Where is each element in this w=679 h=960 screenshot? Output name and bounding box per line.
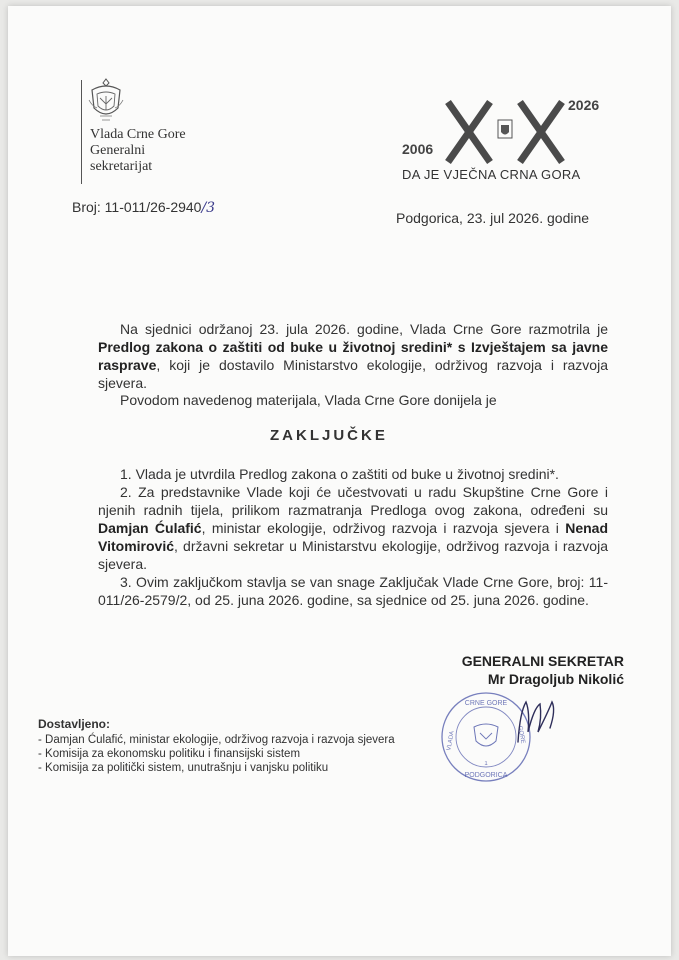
distribution-item: - Komisija za ekonomsku politiku i finansijski sistem [38, 748, 301, 760]
reference-number [72, 199, 215, 216]
intro-bold-title: Predlog zakona o zaštiti od buke u životnoj sredini* s Izvještajem sa javne rasprave [98, 339, 608, 373]
item2-text-end: , državni sekretar u Ministarstvu ekologije, održivog razvoja i razvoja sjevera. [98, 538, 608, 572]
signatory-name: Mr Dragoljub Nikolić [487, 671, 624, 687]
conclusion-item-3: 3. Ovim zaključkom stavlja se van snage Zaključak Vlade Crne Gore, broj: 11-011/26-2579/2, od 25. juna 2026. godine, sa sjednice od 25. juna 2026. godine. [98, 574, 608, 608]
conclusions-list [98, 465, 608, 609]
organization-name [90, 127, 186, 175]
jubilee-motto: DA JE VJEČNA CRNA GORA [402, 167, 581, 182]
distribution-list [38, 717, 395, 775]
stamp-number: 1 [484, 761, 488, 767]
intro-text: Na sjednici održanoj 23. jula 2026. godine, Vlada Crne Gore razmotrila je [120, 321, 608, 337]
jubilee-year-end: 2026 [568, 97, 600, 113]
reference-handwritten: /3 [201, 200, 216, 216]
document-page [8, 6, 671, 956]
distribution-label: Dostavljeno: [38, 717, 111, 731]
org-line-2: Generalni [90, 143, 146, 158]
item2-name-2: Nenad Vitomirović [98, 520, 608, 554]
coat-of-arms-icon [86, 76, 126, 126]
conclusion-item-1: 1. Vlada je utvrdila Predlog zakona o zaštiti od buke u životnoj sredini*. [120, 466, 559, 482]
stamp-left-text: VLADA [446, 730, 456, 752]
conclusion-item-2 [98, 483, 608, 573]
stamp-right-text: GORE [516, 725, 526, 745]
reference-printed: Broj: 11-011/26-2940 [72, 199, 202, 215]
paragraph-intro [98, 320, 608, 392]
header-divider [81, 80, 82, 184]
section-title: ZAKLJUČKE [270, 427, 388, 444]
stamp-top-text: CRNE GORE [464, 700, 508, 707]
jubilee-year-start: 2006 [402, 141, 434, 157]
handwritten-signature [508, 692, 568, 748]
place-date: Podgorica, 23. jul 2026. godine [396, 210, 590, 226]
distribution-item: - Damjan Ćulafić, ministar ekologije, održivog razvoja i razvoja sjevera [38, 734, 395, 746]
intro-text-end: , koji je dostavilo Ministarstvo ekologije, održivog razvoja i razvoja sjevera. [98, 357, 608, 391]
item2-name-1: Damjan Ćulafić [98, 520, 202, 536]
item2-text-mid: , ministar ekologije, održivog razvoja i razvoja sjevera i [201, 520, 566, 536]
paragraph-decision: Povodom navedenog materijala, Vlada Crne Gore donijela je [120, 392, 497, 408]
distribution-item: - Komisija za politički sistem, unutrašnju i vanjsku politiku [38, 762, 329, 774]
signatory-role: GENERALNI SEKRETAR [461, 653, 624, 669]
item2-text: 2. Za predstavnike Vlade koji će učestvovati u radu Skupštine Crne Gore i njenih radnih tijela, prilikom razmatranja Predloga ovog zakona, određeni su [98, 484, 608, 518]
org-line-3: sekretarijat [90, 159, 153, 174]
signature-block [408, 652, 624, 688]
stamp-bottom-text: PODGORICA [464, 772, 508, 779]
org-line-1: Vlada Crne Gore [90, 127, 186, 142]
